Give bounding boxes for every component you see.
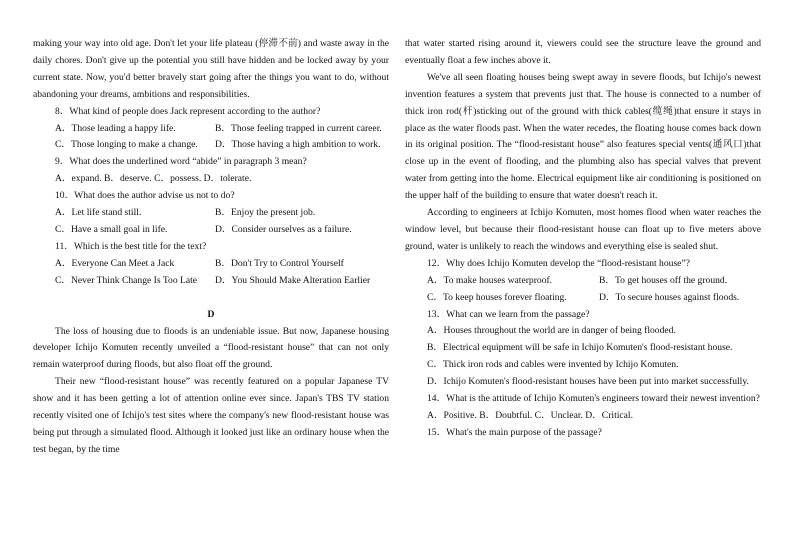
question-9-options: A．expand. B．deserve. C．possess. D．tolerate. [55, 173, 252, 185]
question-10-options-row1 [33, 205, 389, 222]
question-8-options-row1 [33, 121, 389, 138]
passage-d-paragraph-4: According to engineers at Ichijo Komuten, most homes flood when water reaches the window level, but because their flood-resistant house can float up to five meters above ground, water is unlikely to reach the windows and everything else is sealed shut. [405, 207, 761, 252]
question-12: 12．Why does Ichijo Komuten develop the “flood-resistant house”? [427, 257, 690, 269]
question-11-options-row2 [33, 273, 389, 290]
question-8: 8．What kind of people does Jack represent according to the author? [55, 105, 321, 117]
question-11-options-row1 [33, 256, 389, 273]
option-8c: C．Those longing to make a change. [55, 139, 198, 151]
right-column [405, 36, 761, 442]
question-10: 10．What does the author advise us not to do? [55, 190, 235, 202]
question-9: 9．What does the underlined word “abide” in paragraph 3 mean? [55, 156, 307, 168]
option-12d: D．To secure houses against floods. [599, 291, 740, 303]
question-14: 14．What is the attitude of Ichijo Komuten's engineers toward their newest invention? [427, 393, 760, 405]
section-heading-d: D [207, 308, 215, 320]
passage-d-paragraph-1: The loss of housing due to floods is an undeniable issue. But now, Japanese housing developer Ichijo Komuten recently unveiled a “flood-resistant house” that can not only remain waterproof during floods, but also float off the ground. [33, 325, 389, 371]
question-13: 13．What can we learn from the passage? [427, 308, 590, 320]
option-11a: A．Everyone Can Meet a Jack [55, 257, 175, 269]
option-12b: B．To get houses off the ground. [599, 274, 728, 286]
option-12c: C．To keep houses forever floating. [427, 291, 567, 303]
option-8b: B．Those feeling trapped in current career. [215, 122, 382, 134]
intro-paragraph: making your way into old age. Don't let your life plateau (停滞不前) and waste away in the daily chores. Don't give up the potential you still have hidden and be locked away by your current state. Now, you'd better bravely start going after the things you want to do, without abandoning your dreams, ambitions and responsibilities. [33, 38, 389, 100]
left-column [33, 36, 389, 459]
question-12-options-row1 [405, 273, 761, 290]
option-13c: C．Thick iron rods and cables were invented by Ichijo Komuten. [427, 359, 679, 371]
option-8a: A．Those leading a happy life. [55, 122, 176, 134]
question-15: 15．What's the main purpose of the passage? [427, 426, 602, 438]
passage-d-paragraph-3: We've all seen floating houses being swept away in severe floods, but Ichijo's newest invention features a system that prevents just that. The house is connected to a number of thick iron rod(杆)sticking out of the ground with thick cables(缆绳)that ensure it stays in place as the water floods past. When the water recedes, the floating house comes back down in its original position. The “flood-resistant house” also features special vents(通风口)that close up in the event of flooding, and the plumbing also has special valves that prevent water from getting into the home. Electrical equipment like air conditioning is positioned on the upper half of the building to ensure that water doesn't reach it. [405, 71, 761, 202]
question-11: 11．Which is the best title for the text? [55, 240, 207, 252]
option-13d: D．Ichijo Komuten's flood-resistant houses have been put into market successfully. [427, 376, 749, 388]
option-8d: D．Those having a high ambition to work. [215, 139, 381, 151]
option-13b: B．Electrical equipment will be safe in Ichijo Komuten's flood-resistant house. [427, 342, 733, 354]
question-10-options-row2 [33, 222, 389, 239]
option-10b: B．Enjoy the present job. [215, 207, 316, 219]
option-11b: B．Don't Try to Control Yourself [215, 257, 344, 269]
option-10d: D．Consider ourselves as a failure. [215, 223, 352, 235]
question-12-options-row2 [405, 290, 761, 307]
option-12a: A．To make houses waterproof. [427, 274, 553, 286]
option-10c: C．Have a small goal in life. [55, 223, 168, 235]
option-13a: A．Houses throughout the world are in danger of being flooded. [427, 325, 676, 337]
passage-d-paragraph-2: Their new “flood-resistant house” was recently featured on a popular Japanese TV show and it has been getting a lot of attention online ever since. Japan's TBS TV station recently visited one of Ichijo's test sites where the company's new flood-resistant house was being put through a simulated flood. Although it looked just like an ordinary house when the test began, by the time [33, 376, 389, 455]
option-11d: D．You Should Make Alteration Earlier [215, 274, 371, 286]
option-11c: C．Never Think Change Is Too Late [55, 274, 198, 286]
question-8-options-row2 [33, 137, 389, 154]
question-14-options: A．Positive. B．Doubtful. C．Unclear. D．Critical. [427, 409, 633, 421]
passage-d-continued: that water started rising around it, viewers could see the structure leave the ground and eventually float a few inches above it. [405, 38, 761, 66]
option-10a: A．Let life stand still. [55, 207, 142, 219]
